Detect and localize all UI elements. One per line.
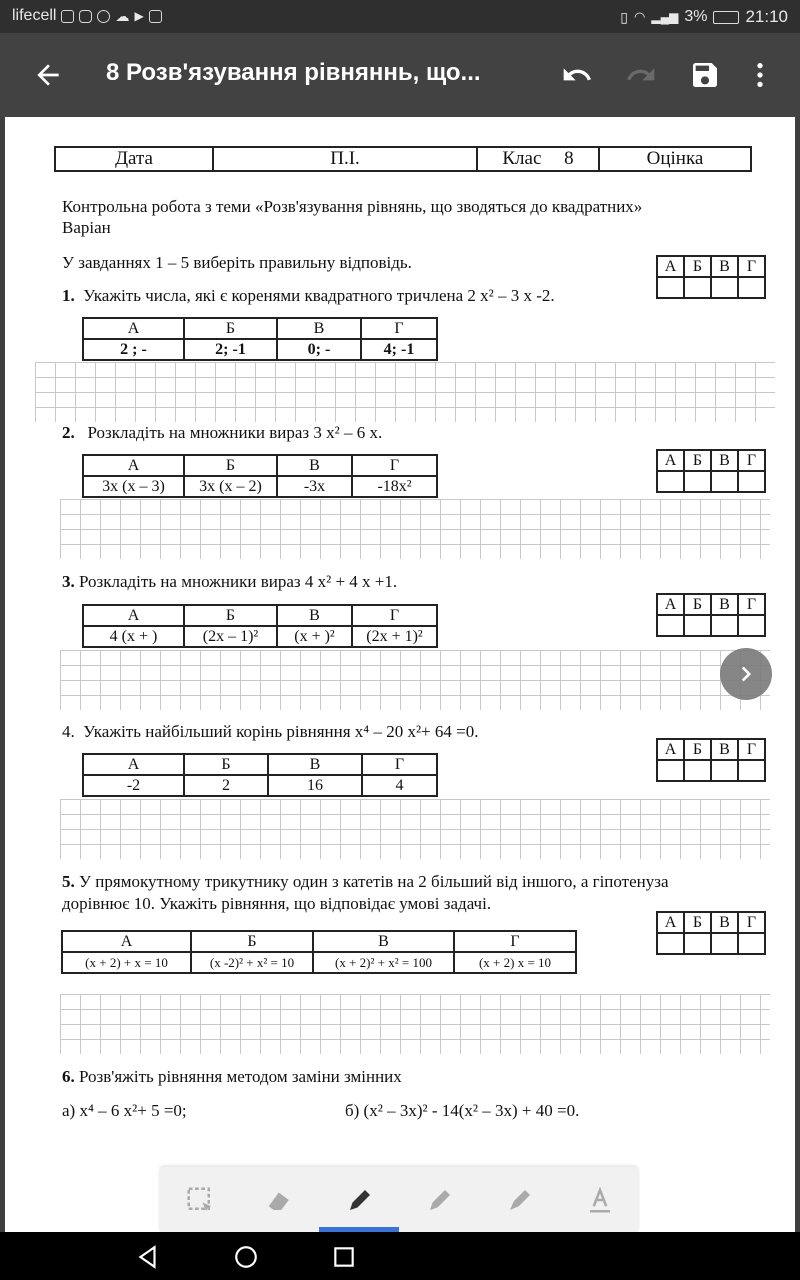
undo-icon[interactable] [561,59,593,91]
nav-back-icon[interactable] [135,1244,161,1270]
question-6-part-b: б) (x² – 3x)² - 14(x² – 3x) + 40 =0. [345,1101,580,1120]
class-cell [477,147,599,171]
drawing-toolbar [160,1167,638,1232]
question-4-options: А Б В Г -2 2 16 4 [82,753,438,797]
status-bar [0,0,800,33]
nav-recents-icon[interactable] [331,1244,357,1270]
redo-icon[interactable] [625,59,657,91]
intro-line-1: Контрольна робота з теми «Розв'язування рівнянь, що зводяться до квадратних» [62,197,643,216]
battery-icon [713,11,739,24]
question-2-options: А Б В Г 3x (x – 3) 3x (x – 2) -3x -18x² [82,454,438,498]
viber-icon [97,10,110,23]
grid-area-4 [60,799,770,859]
cloud-icon: ☁ [115,7,130,24]
text-tool-icon[interactable] [585,1185,615,1215]
answer-box-2[interactable]: А Б В Г [656,449,766,493]
student-info-table [54,146,752,172]
answer-box-4[interactable]: А Б В Г [656,738,766,782]
date-cell: Дата [55,147,213,171]
grid-area-3 [60,650,770,710]
more-vert-icon[interactable] [744,59,776,91]
grid-area-5 [60,994,770,1054]
notification-icon [61,10,74,23]
question-5-line-2: дорівнює 10. Укажіть рівняння, що відповідає умові задачі. [62,894,492,913]
document-page[interactable] [5,117,795,1232]
carrier-label: lifecell [12,7,57,24]
intro-line-2: Варіан [62,218,111,237]
answer-box-1[interactable]: А Б В Г [656,255,766,299]
vibrate-icon: ▯ [620,8,629,25]
wifi-icon: ◠ [634,9,646,24]
name-cell: П.І. [213,147,477,171]
question-3-options: А Б В Г 4 (x + ) (2x – 1)² (x + )² (2x + 1)² [82,604,438,648]
pencil-icon[interactable] [425,1185,455,1215]
answer-box-3[interactable]: А Б В Г [656,593,766,637]
question-5-options: А Б В Г (x + 2) + x = 10 (x -2)² + x² = 10 (x + 2)² + x² = 100 (x + 2) x = 10 [61,930,577,974]
system-nav-bar [0,1232,800,1280]
question-6-part-a: а) x⁴ – 6 x²+ 5 =0; [62,1101,187,1120]
question-2: 2. Розкладіть на множники вираз 3 x² – 6 x. [62,423,383,442]
next-page-button[interactable] [720,648,772,700]
grade-cell: Оцінка [599,147,751,171]
grid-area-1 [35,362,775,422]
clock: 21:10 [745,7,788,26]
class-value: 8 [564,148,574,169]
status-right [620,7,788,27]
document-title: 8 Розв'язування рівняннь, що... [106,59,481,86]
youtube-icon: ▶ [134,9,144,23]
question-4: 4. Укажіть найбільший корінь рівняння x⁴ – 20 x²+ 64 =0. [62,722,479,741]
selection-icon[interactable] [185,1185,215,1215]
question-3: 3. Розкладіть на множники вираз 4 x² + 4 x +1. [62,572,398,591]
signal-icon: ▂▄▆ [651,10,679,24]
grid-area-2 [60,499,770,559]
save-icon[interactable] [689,59,721,91]
chevron-right-icon [733,661,759,687]
nav-home-icon[interactable] [233,1244,259,1270]
answer-box-5[interactable]: А Б В Г [656,911,766,955]
class-label: Клас [502,148,542,169]
status-left [12,7,162,25]
instruction: У завданнях 1 – 5 виберіть правильну відповідь. [62,253,412,272]
question-1: 1. Укажіть числа, які є коренями квадратного тричлена 2 x² – 3 x -2. [62,286,555,305]
question-6: 6. Розв'яжіть рівняння методом заміни змінних [62,1067,402,1086]
eraser-icon[interactable] [265,1185,295,1215]
back-arrow-icon[interactable] [32,59,64,91]
battery-percent: 3% [684,8,708,25]
highlighter-icon[interactable] [505,1185,535,1215]
instagram-icon [79,10,92,23]
app-toolbar [0,33,800,117]
plus-box-icon [149,10,162,23]
pen-icon[interactable] [345,1185,375,1215]
question-1-options: А Б В Г 2 ; - 2; -1 0; - 4; -1 [82,317,438,361]
question-5: 5. У прямокутному трикутнику один з катетів на 2 більший від іншого, а гіпотенуза [62,872,669,891]
